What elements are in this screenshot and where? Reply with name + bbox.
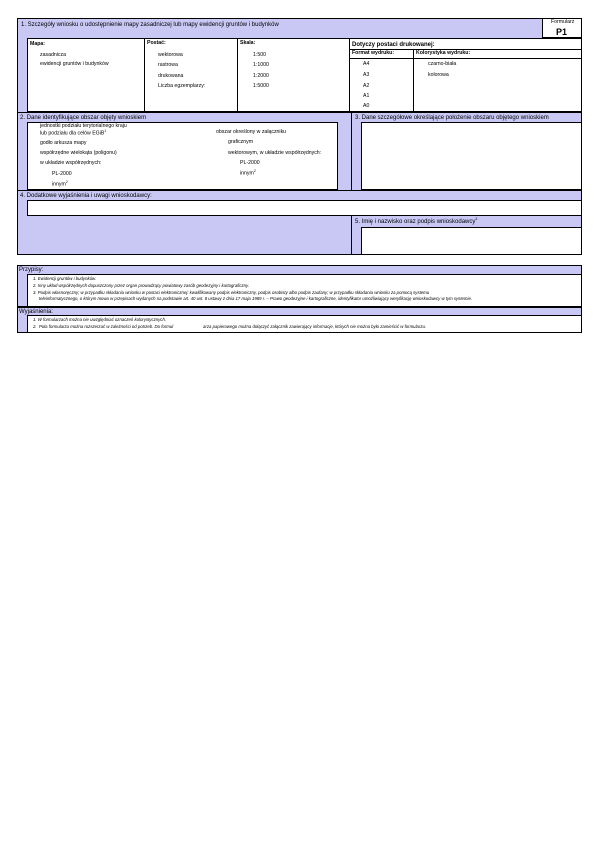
format-header: Format wydruku: <box>352 50 395 56</box>
format-a1[interactable]: A1 <box>363 93 370 99</box>
section4-title: 4. Dodatkowe wyjaśnienia i uwagi wnioskodawcy: <box>20 193 152 199</box>
section3-title: 3. Dane szczegółowe określające położenie obszaru objętego wnioskiem <box>355 115 549 121</box>
przypis-3a: 3. Podpis własnoręczny; w przypadku składania wniosku w postaci elektronicznej: kwalifikowany podpis elektroniczny, podpis osobisty albo podpis zaufany; w przypadku składania wniosku za pomocą systemu <box>33 290 430 295</box>
opt-jednostki[interactable]: jednostki podziału terytorialnego kraju <box>40 123 127 129</box>
section3-box[interactable] <box>361 122 582 190</box>
kolor-kolorowa[interactable]: kolorowa <box>428 72 449 78</box>
przypis-3b: teleinformatycznego, o którym mowa w przepisach wydanych na podstawie art. 40 ust. 8 ustawy z dnia 17 maja 1989 r. – Prawo geodezyjne i kartograficzne, identyfikator umożliwiający weryfikację wnioskodawcy w tym systemie. <box>33 296 473 301</box>
opt-innym-right[interactable]: innym$^2$ <box>240 169 256 177</box>
postac-header: Postać: <box>147 40 166 46</box>
form-label: Formularz <box>551 19 575 25</box>
format-a4[interactable]: A4 <box>363 61 370 67</box>
postac-wektorowa[interactable]: wektorowa <box>158 52 183 58</box>
signature-box[interactable] <box>361 227 582 255</box>
opt-zalacznik[interactable]: obszar określony w załączniku <box>216 129 287 135</box>
format-a2[interactable]: A2 <box>363 83 370 89</box>
form-code: P1 <box>556 27 568 37</box>
section4-input[interactable] <box>27 200 582 216</box>
opt-uklad-label: w układzie współrzędnych: <box>40 160 102 166</box>
mapa-header: Mapa: <box>30 41 45 47</box>
opt-pl2000-left[interactable]: PL-2000 <box>52 171 72 177</box>
opt-wektorowym[interactable]: wektorowym, w układzie współrzędnych: <box>228 150 322 156</box>
wyjasnienia-title: Wyjaśnienia: <box>19 309 53 315</box>
postac-rastrowa[interactable]: rastrowa <box>158 62 178 68</box>
section5-title: 5. Imię i nazwisko oraz podpis wnioskodawcy$^3$ <box>355 217 478 225</box>
opt-graficznym[interactable]: graficznym <box>228 139 254 145</box>
przypis-2: 2. Inny układ współrzędnych dopuszczony przez organ prowadzący powiatowy zasób geodezyjny i kartograficzny. <box>33 283 250 288</box>
skala-500[interactable]: 1:500 <box>253 52 266 58</box>
druk-header: Dotyczy postaci drukowanej: <box>352 42 435 48</box>
skala-1000[interactable]: 1:1000 <box>253 62 269 68</box>
skala-2000[interactable]: 1:2000 <box>253 73 269 79</box>
kolor-header: Kolorystyka wydruku: <box>416 50 471 56</box>
wyjasnienie-2: 2. Pola formularza można rozszerzać w zależności od potrzeb. Do formul arza papierowego można dołączyć załącznik zawierający informacje, których nie można było zamieścić w formularzu. <box>33 324 427 329</box>
opt-pl2000-right[interactable]: PL-2000 <box>240 160 260 166</box>
format-a3[interactable]: A3 <box>363 72 370 78</box>
opt-innym-left[interactable]: innym$^2$ <box>52 180 68 188</box>
wyjasnienie-1: 1. W formularzach można nie uwzględniać oznaczeń kolorystycznych. <box>33 317 167 322</box>
section2-title: 2. Dane identyfikujące obszar objęty wnioskiem <box>20 115 147 121</box>
opt-wspolrzedne[interactable]: współrzędne wielokąta (poligonu) <box>40 150 117 156</box>
postac-drukowana[interactable]: drukowana <box>158 73 184 79</box>
opt-godlo[interactable]: godło arkusza mapy <box>40 140 87 146</box>
section1-title: 1. Szczegóły wniosku o udostępnienie mapy zasadniczej lub mapy ewidencji gruntów i budynków <box>21 22 279 28</box>
skala-5000[interactable]: 1:5000 <box>253 83 269 89</box>
przypisy-title: Przypisy: <box>19 267 44 273</box>
kolor-czarno-biala[interactable]: czarno-biała <box>428 61 457 67</box>
liczba-egzemplarzy-label: Liczba egzemplarzy: <box>158 83 206 89</box>
opt-egib-line: lub podziału dla celów EGiB$^1$ <box>40 129 107 137</box>
mapa-zasadnicza[interactable]: zasadnicza <box>40 52 66 58</box>
skala-header: Skala: <box>240 40 256 46</box>
mapa-egib[interactable]: ewidencji gruntów i budynków <box>40 61 109 67</box>
przypis-1: 1. Ewidencji gruntów i budynków. <box>33 276 97 281</box>
format-a0[interactable]: A0 <box>363 103 370 109</box>
